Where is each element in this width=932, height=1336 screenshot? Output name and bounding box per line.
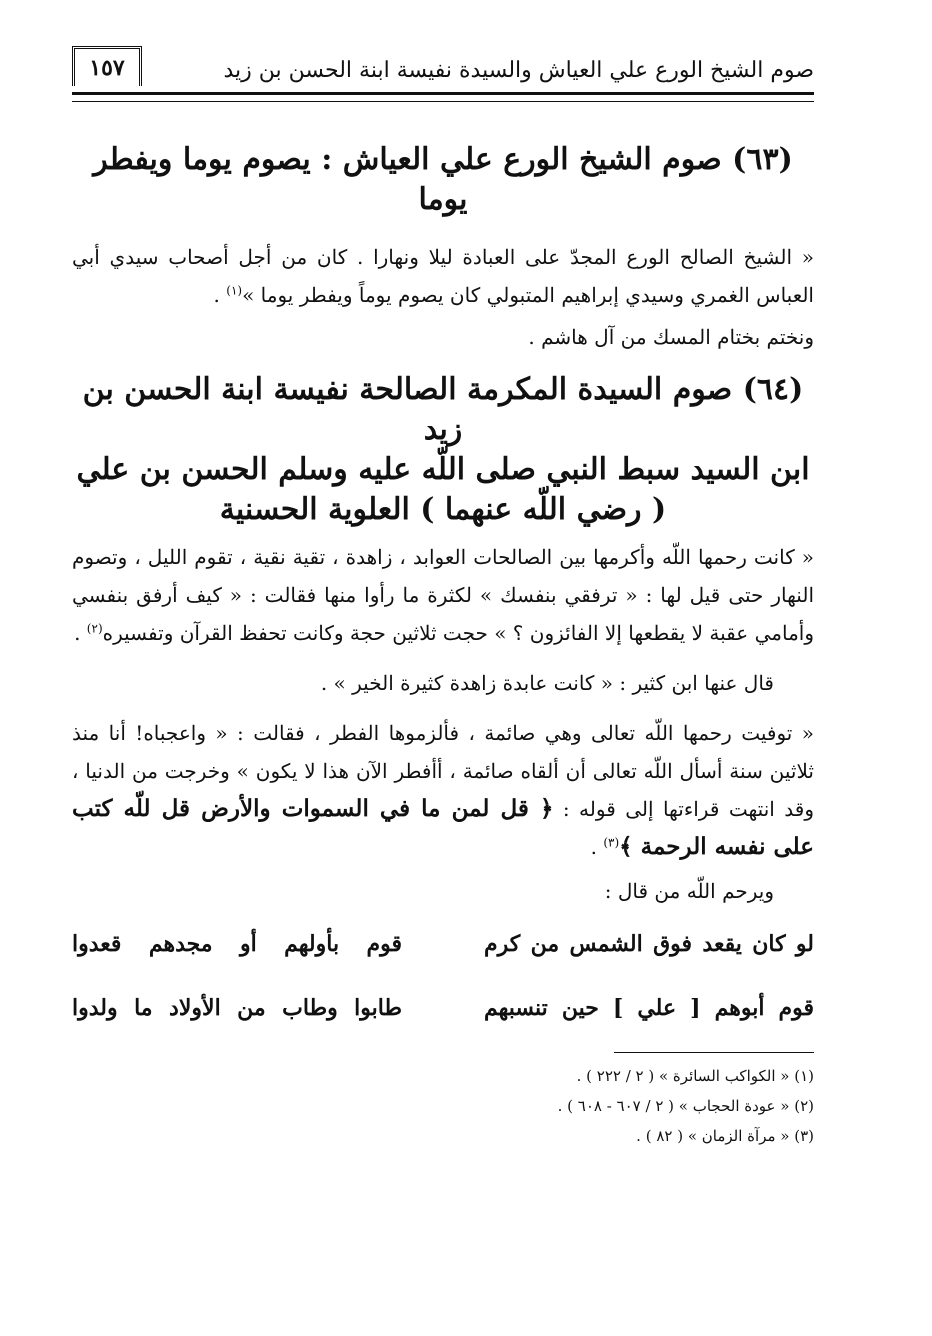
page-content (72, 140, 814, 1151)
page-number: ١٥٧ (72, 46, 142, 86)
section-64-heading-line-1: (٦٤) صوم السيدة المكرمة الصالحة نفيسة ابنة الحسن بن زيد (82, 372, 804, 447)
section-64-paragraph-4: ويرحم اللّه من قال : (604, 879, 774, 903)
section-63-heading: (٦٣) صوم الشيخ الورع علي العياش : يصوم يوما ويفطر يوما (93, 142, 793, 217)
section-64-paragraph-1 (72, 538, 814, 652)
section-63-paragraph-2: ونختم بختام المسك من آل هاشم . (528, 325, 814, 349)
section-63-paragraph-1-text: « الشيخ الصالح الورع المجدّ على العبادة ليلا ونهارا . كان من أجل أصحاب سيدي أبي العباس الغمري وسيدي إبراهيم المتبولي كان يصوم يوماً ويفطر يوما » (72, 245, 814, 307)
quran-verse: ﴿ قل لمن ما في السموات والأرض قل للّه كتب على نفسه الرحمة ﴾ (72, 795, 814, 860)
poem-verse-1 (72, 918, 814, 970)
running-title: صوم الشيخ الورع علي العياش والسيدة نفيسة ابنة الحسن بن زيد (223, 58, 814, 83)
footnotes-list (72, 1061, 814, 1151)
section-64-paragraph-3 (72, 714, 814, 866)
section-64-paragraph-3-text: « توفيت رحمها اللّه تعالى وهي صائمة ، فألزموها الفطر ، فقالت : « واعجباه! أنا منذ ثلاثين سنة أسأل اللّه تعالى أن ألقاه صائمة ، أأفطر الآن هذا لا يكون » وخرجت من الدنيا ، وقد انتهت قراءتها إلى قوله : (72, 721, 814, 821)
section-64-heading-line-2: ابن السيد سبط النبي صلى اللّه عليه وسلم الحسن بن علي (76, 452, 810, 487)
footnote-ref-1: (١) (226, 283, 243, 298)
section-64-heading-line-3: ( رضي اللّه عنهما ) العلوية الحسنية (219, 492, 667, 527)
section-64-paragraph-1-end: . (74, 621, 87, 645)
section-64-paragraph-3-end: . (590, 835, 604, 859)
section-63-paragraph-1-end: . (213, 283, 227, 307)
poem-verse-1-second-hemistich: قوم بأولهم أو مجدهم قعدوا (72, 931, 402, 957)
poem-verse-2 (72, 982, 814, 1034)
footnote-ref-2: (٢) (86, 621, 103, 636)
section-64-paragraph-1-text: « كانت رحمها اللّه وأكرمها بين الصالحات العوابد ، زاهدة ، تقية نقية ، تقوم الليل ، وتصوم النهار حتى قيل لها : « ترفقي بنفسك » لكثرة ما رأوا منها فقالت : « كيف أرفق بنفسي وأمامي عقبة لا يقطعها إلا الفائزون ؟ » حجت ثلاثين حجة وكانت تحفظ القرآن وتفسيره (72, 545, 814, 645)
running-header (72, 44, 814, 96)
footnote-3: (٣) « مرآة الزمان » ( ٨٢ ) . (636, 1127, 814, 1145)
poem-verse-1-first-hemistich: لو كان يقعد فوق الشمس من كرم (484, 931, 814, 957)
footnote-2: (٢) « عودة الحجاب » ( ٢ / ٦٠٧ - ٦٠٨ ) . (557, 1097, 814, 1115)
section-63-paragraph-1 (72, 238, 814, 314)
section-64-paragraph-2: قال عنها ابن كثير : « كانت عابدة زاهدة كثيرة الخير » . (320, 671, 774, 695)
poem-verse-2-first-hemistich: قوم أبوهم [ علي ] حين تنسبهم (484, 995, 814, 1021)
poem-verse-2-second-hemistich: طابوا وطاب من الأولاد ما ولدوا (72, 995, 402, 1021)
footnote-separator (614, 1052, 814, 1053)
footnote-ref-3: (٣) (603, 835, 620, 850)
header-rule (72, 92, 814, 102)
footnote-1: (١) « الكواكب السائرة » ( ٢ / ٢٢٢ ) . (576, 1067, 814, 1085)
